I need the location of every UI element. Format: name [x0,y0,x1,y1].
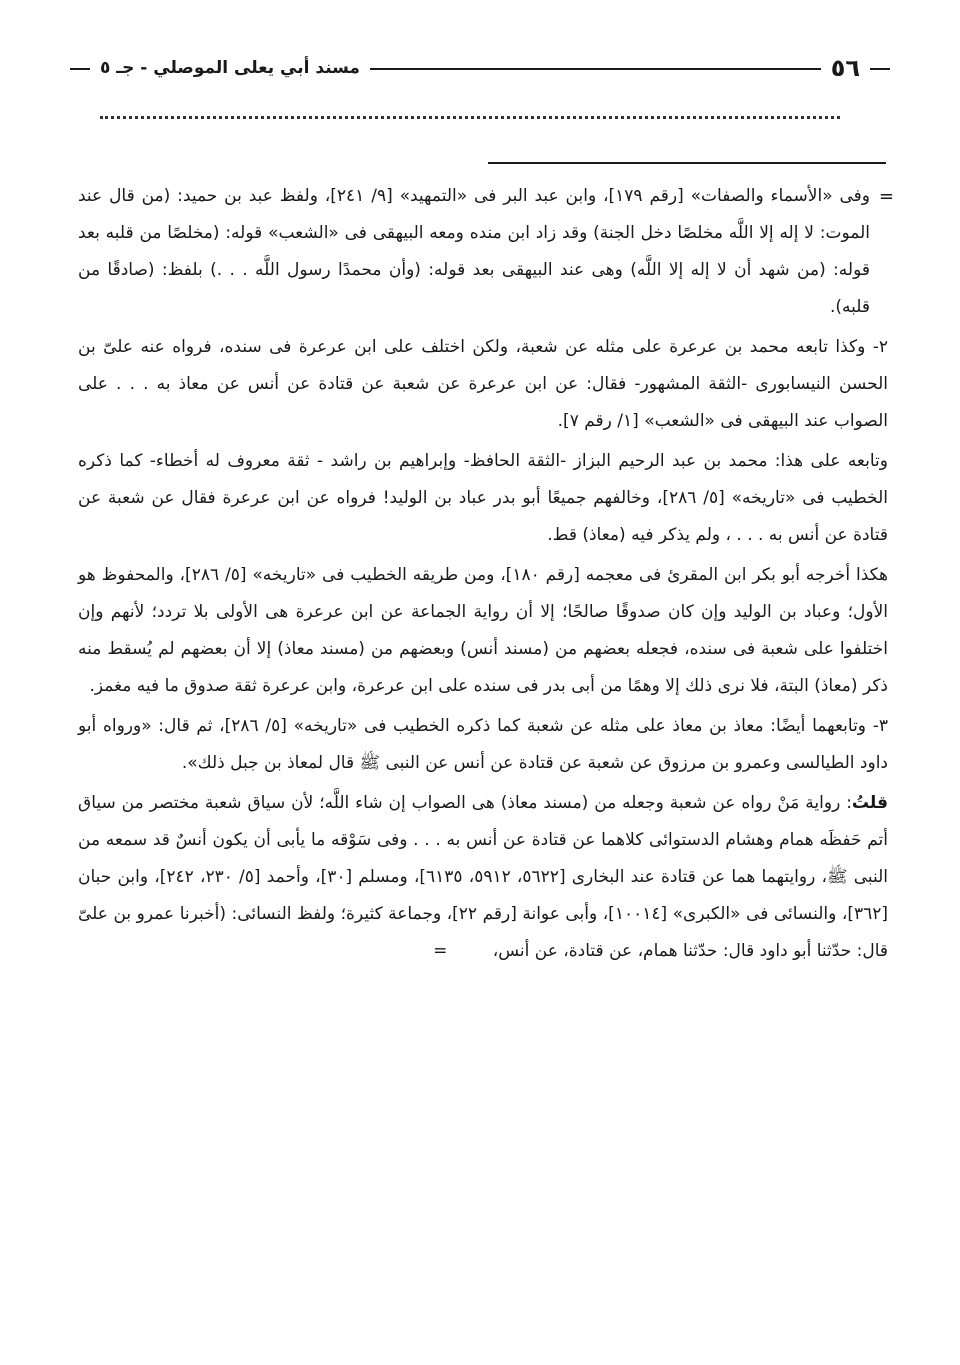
continuation-end-mark: = [433,941,448,961]
page-number: ٥٦ [821,52,870,84]
footnote-paragraph-1 [78,178,894,326]
footnote-paragraph-2: ٢- وكذا تابعه محمد بن عرعرة على مثله عن شعبة، ولكن اختلف على ابن عرعرة فى سنده، فرواه عنه علىّ بن الحسن النيسابورى -الثقة المشهور- فقال: عن ابن عرعرة عن شعبة عن قتادة عن أنس عن معاذ به . . . على الصواب عند البيهقى فى «الشعب» [١/ رقم ٧]. [78,337,888,431]
footnote-paragraph-3: وتابعه على هذا: محمد بن عبد الرحيم البزاز -الثقة الحافظ- وإبراهيم بن راشد - ثقة معروف له أخطاء- كما ذكره الخطيب فى «تاريخه» [٥/ ٢٨٦]، وخالفهم جميعًا أبو بدر عباد بن الوليد! فرواه عن ابن عرعرة فقال عن شعبة عن قتادة عن أنس به . . . ، ولم يذكر فيه (معاذ) قط. [78,451,889,545]
footnote-separator [488,162,886,164]
footnote-paragraph-4: هكذا أخرجه أبو بكر ابن المقرئ فى معجمه [رقم ١٨٠]، ومن طريقه الخطيب فى «تاريخه» [٥/ ٢٨٦]، والمحفوظ هو الأول؛ وعباد بن الوليد وإن كان صدوقًا صالحًا؛ إلا أن رواية الجماعة عن ابن عرعرة هى الأولى بلا تردد؛ لأنهم وإن اختلفوا على شعبة فى سنده، فجعله بعضهم من (مسند أنس) وبعضهم من (مسند معاذ) إلا أن بعضهم لم يُسقط منه ذكر (معاذ) البتة، فلا نرى ذلك إلا وهمًا من أبى بدر فى سنده على ابن عرعرة، وابن عرعرة ثقة صدوق ما فيه مغمز. [78,565,888,696]
qult-lead: قلتُ [851,793,888,813]
page-header [70,52,890,84]
footnotes-block [78,178,894,973]
paragraph-text: وفى «الأسماء والصفات» [رقم ١٧٩]، وابن عبد البر فى «التمهيد» [٩/ ٢٤١]، ولفظ عبد بن حميد: (من قال عند الموت: لا إله إلا اللَّه مخلصًا دخل الجنة) وقد زاد ابن منده ومعه البيهقى فى «الشعب» قوله: (مخلصًا من قلبه بعد قوله: (من شهد أن لا إله إلا اللَّه) وهى عند البيهقى بعد قوله: (وأن محمدًا رسول اللَّه . . .) بلفظ: (صادقًا من قلبه). [78,186,870,317]
paragraph-text: : رواية مَنْ رواه عن شعبة وجعله من (مسند معاذ) هى الصواب إن شاء اللَّه؛ لأن سياق شعبة مختصر من سياق أتم حَفظَه همام وهشام الدستوائى كلاهما عن قتادة عن أنس به . . . وفى سَوْقه ما يأبى أن يكون أنسٌ قد سمعه من النبى ﷺ، روايتهما هما عن قتادة عند البخارى [٥٦٢٢، ٥٩١٢، ٦١٣٥]، ومسلم [٣٠]، وأحمد [٥/ ٢٣٠، ٢٤٢]، وابن حبان [٣٦٢]، والنسائى فى «الكبرى» [١٠٠١٤]، وأبى عوانة [رقم ٢٢]، وجماعة كثيرة؛ ولفظ النسائى: (أخبرنا عمرو بن علىّ قال: حدّثنا أبو داود قال: حدّثنا همام، عن قتادة، عن أنس، [78,793,889,961]
elided-text-dots [100,116,840,127]
footnote-paragraph-6 [78,785,888,970]
running-title: مسند أبي يعلى الموصلي - جـ ٥ [90,54,370,82]
footnote-paragraph-5: ٣- وتابعهما أيضًا: معاذ بن معاذ على مثله عن شعبة كما ذكره الخطيب فى «تاريخه» [٥/ ٢٨٦]، ثم قال: «ورواه أبو داود الطيالسى وعمرو بن مرزوق عن شعبة عن قتادة عن أنس عن النبى ﷺ قال لمعاذ بن جبل ذلك». [78,716,888,773]
continuation-mark: = [878,186,894,207]
